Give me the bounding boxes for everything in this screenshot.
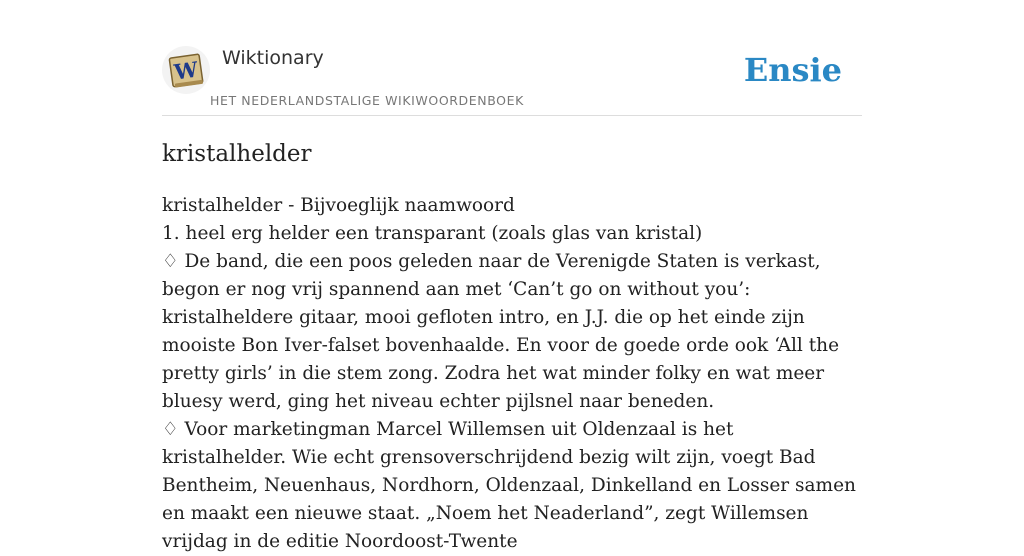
- svg-text:W: W: [172, 56, 200, 85]
- entry-content: [162, 192, 862, 556]
- entry-example: ♢ De band, die een poos geleden naar de Verenigde Staten is verkast, begon er nog vrij spannend aan met ‘Can’t go on without you’: kristalheldere gitaar, mooi gefloten intro, en J.J. die op het einde zijn mooiste Bon Iver-falset bovenhaalde. En voor de goede orde ook ‘All the pretty girls’ in die stem zong. Zodra het wat minder folky en wat meer bluesy werd, ging het niveau echter pijlsnel naar beneden.: [162, 251, 840, 412]
- entry-word-class: kristalhelder - Bijvoeglijk naamwoord: [162, 195, 515, 216]
- brand-logo[interactable]: Ensie: [743, 51, 842, 89]
- entry-example: ♢ Voor marketingman Marcel Willemsen uit Oldenzaal is het kristalhelder. Wie echt grensoverschrijdend bezig wilt zijn, voegt Bad Bentheim, Neuenhaus, Nordhorn, Oldenzaal, Dinkelland en Losser samen en maakt een nieuwe staat. „Noem het Neaderland”, zegt Willemsen vrijdag in de editie Noordoost-Twente: [162, 419, 856, 552]
- page-title: kristalhelder: [162, 141, 312, 167]
- site-title[interactable]: Wiktionary: [222, 47, 324, 69]
- site-subtitle: HET NEDERLANDSTALIGE WIKIWOORDENBOEK: [210, 93, 524, 108]
- wiktionary-logo-icon[interactable]: [162, 46, 210, 94]
- site-header: [162, 40, 862, 116]
- entry-definition: 1. heel erg helder een transparant (zoals glas van kristal): [162, 223, 703, 244]
